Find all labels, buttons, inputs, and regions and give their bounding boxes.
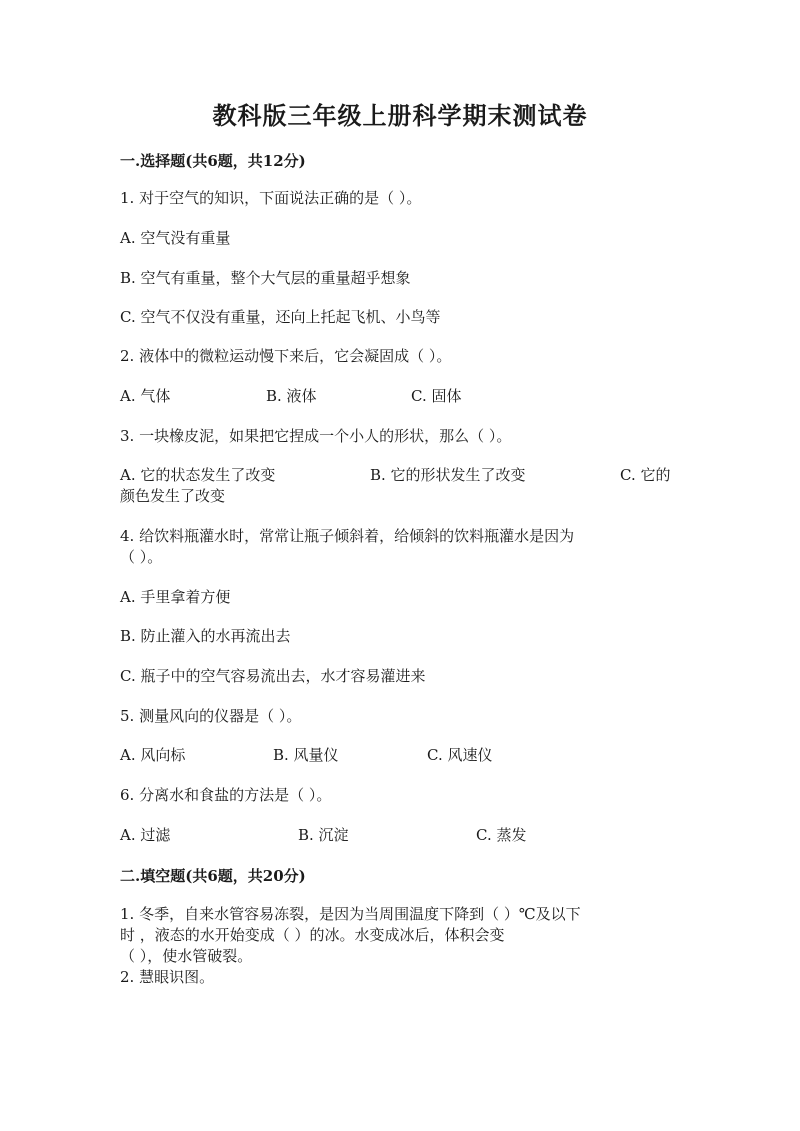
question-4-option-a: A. 手里拿着方便 <box>120 588 231 606</box>
question-4-stem: 4. 给饮料瓶灌水时，常常让瓶子倾斜着，给倾斜的饮料瓶灌水是因为 <box>120 527 575 545</box>
question-2-option-b: B. 液体 <box>266 387 317 405</box>
question-3-option-a: A. 它的状态发生了改变 <box>120 466 276 484</box>
question-1-option-a: A. 空气没有重量 <box>120 229 231 247</box>
question-4-stem-continued: （ ）。 <box>120 548 163 566</box>
fill-question-2-stem: 2. 慧眼识图。 <box>120 968 215 986</box>
question-3-stem: 3. 一块橡皮泥，如果把它捏成一个小人的形状，那么（ ）。 <box>120 427 512 445</box>
question-2-option-a: A. 气体 <box>120 387 171 405</box>
question-3-option-b: B. 它的形状发生了改变 <box>370 466 526 484</box>
question-5-option-a: A. 风向标 <box>120 746 186 764</box>
question-6-option-a: A. 过滤 <box>120 826 171 844</box>
question-6-option-b: B. 沉淀 <box>298 826 349 844</box>
section-heading-fill-in: 二.填空题(共6题，共20分) <box>120 867 306 885</box>
fill-question-1-line-3: （ ），使水管破裂。 <box>120 947 253 965</box>
question-6-stem: 6. 分离水和食盐的方法是（ ）。 <box>120 786 332 804</box>
question-1-option-c: C. 空气不仅没有重量，还向上托起飞机、小鸟等 <box>120 308 441 326</box>
question-1-stem: 1. 对于空气的知识，下面说法正确的是（ ）。 <box>120 189 422 207</box>
question-4-option-b: B. 防止灌入的水再流出去 <box>120 627 291 645</box>
question-5-stem: 5. 测量风向的仪器是（ ）。 <box>120 707 302 725</box>
page-title: 教科版三年级上册科学期末测试卷 <box>212 101 588 130</box>
fill-question-1-line-2: 时 ，液态的水开始变成（ ）的冰。水变成冰后，体积会变 <box>120 926 505 944</box>
question-2-option-c: C. 固体 <box>411 387 462 405</box>
section-heading-choice: 一.选择题(共6题，共12分) <box>120 152 306 170</box>
question-2-stem: 2. 液体中的微粒运动慢下来后，它会凝固成（ ）。 <box>120 347 452 365</box>
question-5-option-b: B. 风量仪 <box>273 746 339 764</box>
question-5-option-c: C. 风速仪 <box>427 746 493 764</box>
question-1-option-b: B. 空气有重量，整个大气层的重量超乎想象 <box>120 269 411 287</box>
fill-question-1-line-1: 1. 冬季，自来水管容易冻裂，是因为当周围温度下降到（ ）℃及以下 <box>120 905 581 923</box>
question-3-option-c-continued: 颜色发生了改变 <box>120 487 226 505</box>
question-3-option-c: C. 它的 <box>620 466 671 484</box>
question-4-option-c: C. 瓶子中的空气容易流出去，水才容易灌进来 <box>120 667 426 685</box>
question-6-option-c: C. 蒸发 <box>476 826 527 844</box>
